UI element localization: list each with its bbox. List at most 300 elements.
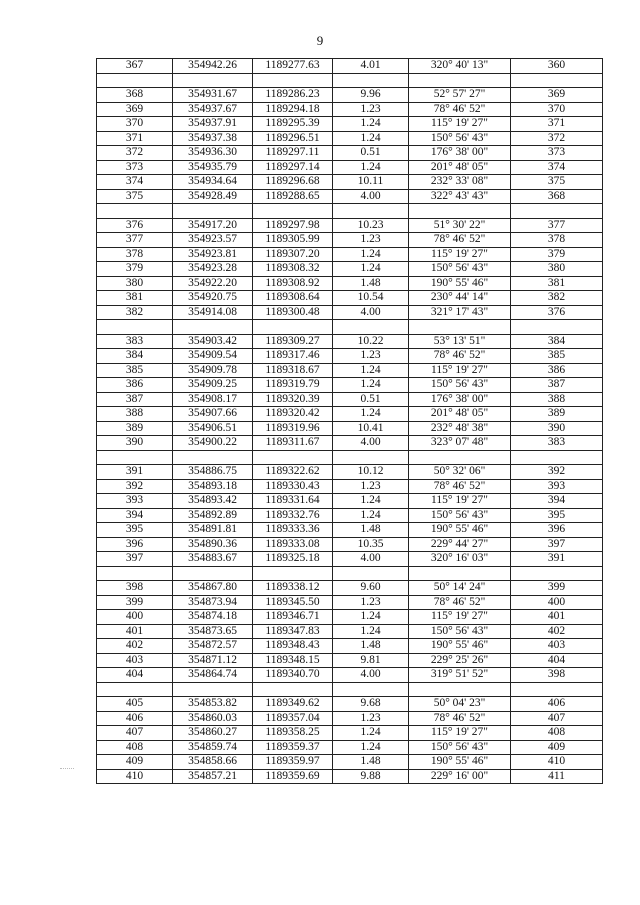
distance-cell: 9.96	[333, 88, 409, 103]
next-point-cell: 385	[511, 349, 603, 364]
x-coordinate-cell: 354909.25	[173, 378, 253, 393]
point-number-cell	[97, 450, 173, 465]
next-point-cell: 369	[511, 88, 603, 103]
point-number-cell: 384	[97, 349, 173, 364]
next-point-cell: 409	[511, 740, 603, 755]
margin-mark	[60, 768, 74, 770]
bearing-cell: 50° 32' 06"	[409, 465, 511, 480]
table-row	[97, 465, 603, 480]
distance-cell: 9.88	[333, 769, 409, 784]
point-number-cell: 371	[97, 131, 173, 146]
distance-cell: 9.60	[333, 581, 409, 596]
x-coordinate-cell	[173, 73, 253, 88]
y-coordinate-cell: 1189296.68	[253, 175, 333, 190]
table-row	[97, 131, 603, 146]
y-coordinate-cell: 1189286.23	[253, 88, 333, 103]
distance-cell: 10.11	[333, 175, 409, 190]
distance-cell: 9.68	[333, 697, 409, 712]
bearing-cell: 51° 30' 22"	[409, 218, 511, 233]
table-row	[97, 595, 603, 610]
point-number-cell: 375	[97, 189, 173, 204]
y-coordinate-cell: 1189307.20	[253, 247, 333, 262]
table-row	[97, 146, 603, 161]
bearing-cell: 190° 55' 46"	[409, 523, 511, 538]
point-number-cell: 373	[97, 160, 173, 175]
distance-cell	[333, 450, 409, 465]
x-coordinate-cell: 354886.75	[173, 465, 253, 480]
bearing-cell	[409, 566, 511, 581]
table-row	[97, 276, 603, 291]
distance-cell: 1.24	[333, 508, 409, 523]
x-coordinate-cell: 354860.27	[173, 726, 253, 741]
bearing-cell: 115° 19' 27"	[409, 494, 511, 509]
bearing-cell: 176° 38' 00"	[409, 146, 511, 161]
y-coordinate-cell: 1189288.65	[253, 189, 333, 204]
next-point-cell: 401	[511, 610, 603, 625]
y-coordinate-cell: 1189320.42	[253, 407, 333, 422]
spacer-row	[97, 204, 603, 219]
bearing-cell: 190° 55' 46"	[409, 276, 511, 291]
table-row	[97, 233, 603, 248]
next-point-cell: 374	[511, 160, 603, 175]
table-row	[97, 160, 603, 175]
bearing-cell: 229° 25' 26"	[409, 653, 511, 668]
table-row	[97, 624, 603, 639]
x-coordinate-cell: 354900.22	[173, 436, 253, 451]
next-point-cell: 411	[511, 769, 603, 784]
bearing-cell: 319° 51' 52"	[409, 668, 511, 683]
x-coordinate-cell: 354917.20	[173, 218, 253, 233]
distance-cell	[333, 320, 409, 335]
distance-cell	[333, 73, 409, 88]
distance-cell: 1.24	[333, 494, 409, 509]
y-coordinate-cell	[253, 566, 333, 581]
y-coordinate-cell: 1189359.97	[253, 755, 333, 770]
y-coordinate-cell: 1189358.25	[253, 726, 333, 741]
x-coordinate-cell: 354906.51	[173, 421, 253, 436]
spacer-row	[97, 320, 603, 335]
point-number-cell: 394	[97, 508, 173, 523]
x-coordinate-cell: 354873.65	[173, 624, 253, 639]
bearing-cell: 78° 46' 52"	[409, 479, 511, 494]
table-row	[97, 552, 603, 567]
next-point-cell: 370	[511, 102, 603, 117]
distance-cell: 4.01	[333, 59, 409, 74]
table-row	[97, 305, 603, 320]
table-row	[97, 175, 603, 190]
point-number-cell: 392	[97, 479, 173, 494]
table-row	[97, 697, 603, 712]
y-coordinate-cell	[253, 204, 333, 219]
next-point-cell	[511, 450, 603, 465]
bearing-cell: 323° 07' 48"	[409, 436, 511, 451]
point-number-cell	[97, 204, 173, 219]
bearing-cell: 190° 55' 46"	[409, 639, 511, 654]
point-number-cell: 395	[97, 523, 173, 538]
table-row	[97, 247, 603, 262]
distance-cell: 1.48	[333, 523, 409, 538]
bearing-cell: 150° 56' 43"	[409, 508, 511, 523]
table-row	[97, 537, 603, 552]
point-number-cell: 387	[97, 392, 173, 407]
next-point-cell: 400	[511, 595, 603, 610]
point-number-cell: 386	[97, 378, 173, 393]
bearing-cell	[409, 450, 511, 465]
y-coordinate-cell: 1189348.15	[253, 653, 333, 668]
y-coordinate-cell	[253, 320, 333, 335]
y-coordinate-cell: 1189346.71	[253, 610, 333, 625]
point-number-cell: 393	[97, 494, 173, 509]
bearing-cell: 229° 44' 27"	[409, 537, 511, 552]
point-number-cell: 376	[97, 218, 173, 233]
next-point-cell: 404	[511, 653, 603, 668]
next-point-cell: 408	[511, 726, 603, 741]
x-coordinate-cell: 354942.26	[173, 59, 253, 74]
x-coordinate-cell: 354922.20	[173, 276, 253, 291]
x-coordinate-cell: 354907.66	[173, 407, 253, 422]
y-coordinate-cell: 1189333.08	[253, 537, 333, 552]
x-coordinate-cell: 354860.03	[173, 711, 253, 726]
point-number-cell: 397	[97, 552, 173, 567]
bearing-cell: 78° 46' 52"	[409, 595, 511, 610]
distance-cell: 1.48	[333, 276, 409, 291]
x-coordinate-cell: 354920.75	[173, 291, 253, 306]
x-coordinate-cell: 354892.89	[173, 508, 253, 523]
next-point-cell: 380	[511, 262, 603, 277]
table-row	[97, 88, 603, 103]
point-number-cell: 368	[97, 88, 173, 103]
next-point-cell: 383	[511, 436, 603, 451]
y-coordinate-cell	[253, 73, 333, 88]
point-number-cell: 408	[97, 740, 173, 755]
y-coordinate-cell: 1189297.14	[253, 160, 333, 175]
bearing-cell: 150° 56' 43"	[409, 624, 511, 639]
bearing-cell: 52° 57' 27"	[409, 88, 511, 103]
table-row	[97, 334, 603, 349]
next-point-cell	[511, 73, 603, 88]
y-coordinate-cell: 1189330.43	[253, 479, 333, 494]
distance-cell: 1.24	[333, 740, 409, 755]
bearing-cell: 78° 46' 52"	[409, 349, 511, 364]
point-number-cell: 388	[97, 407, 173, 422]
y-coordinate-cell: 1189338.12	[253, 581, 333, 596]
distance-cell: 10.23	[333, 218, 409, 233]
point-number-cell: 398	[97, 581, 173, 596]
x-coordinate-cell: 354857.21	[173, 769, 253, 784]
x-coordinate-cell: 354867.80	[173, 581, 253, 596]
point-number-cell: 409	[97, 755, 173, 770]
table-row	[97, 59, 603, 74]
bearing-cell: 115° 19' 27"	[409, 610, 511, 625]
y-coordinate-cell: 1189318.67	[253, 363, 333, 378]
y-coordinate-cell: 1189295.39	[253, 117, 333, 132]
x-coordinate-cell: 354923.28	[173, 262, 253, 277]
x-coordinate-cell: 354923.57	[173, 233, 253, 248]
next-point-cell: 394	[511, 494, 603, 509]
distance-cell: 1.24	[333, 363, 409, 378]
point-number-cell: 374	[97, 175, 173, 190]
point-number-cell: 379	[97, 262, 173, 277]
point-number-cell: 378	[97, 247, 173, 262]
distance-cell: 1.23	[333, 595, 409, 610]
x-coordinate-cell	[173, 682, 253, 697]
bearing-cell: 150° 56' 43"	[409, 131, 511, 146]
table-row	[97, 479, 603, 494]
bearing-cell: 321° 17' 43"	[409, 305, 511, 320]
x-coordinate-cell: 354859.74	[173, 740, 253, 755]
y-coordinate-cell: 1189300.48	[253, 305, 333, 320]
x-coordinate-cell: 354883.67	[173, 552, 253, 567]
point-number-cell: 396	[97, 537, 173, 552]
table-row	[97, 523, 603, 538]
y-coordinate-cell: 1189359.37	[253, 740, 333, 755]
y-coordinate-cell	[253, 682, 333, 697]
x-coordinate-cell: 354853.82	[173, 697, 253, 712]
x-coordinate-cell: 354891.81	[173, 523, 253, 538]
x-coordinate-cell: 354937.38	[173, 131, 253, 146]
bearing-cell: 115° 19' 27"	[409, 247, 511, 262]
next-point-cell: 372	[511, 131, 603, 146]
distance-cell: 10.22	[333, 334, 409, 349]
table-row	[97, 421, 603, 436]
x-coordinate-cell: 354935.79	[173, 160, 253, 175]
point-number-cell: 406	[97, 711, 173, 726]
distance-cell: 1.24	[333, 247, 409, 262]
next-point-cell: 371	[511, 117, 603, 132]
next-point-cell	[511, 566, 603, 581]
y-coordinate-cell: 1189308.64	[253, 291, 333, 306]
bearing-cell: 78° 46' 52"	[409, 233, 511, 248]
distance-cell: 10.12	[333, 465, 409, 480]
x-coordinate-cell	[173, 320, 253, 335]
point-number-cell: 389	[97, 421, 173, 436]
bearing-cell: 115° 19' 27"	[409, 363, 511, 378]
y-coordinate-cell: 1189305.99	[253, 233, 333, 248]
x-coordinate-cell: 354893.18	[173, 479, 253, 494]
table-row	[97, 711, 603, 726]
distance-cell: 1.24	[333, 407, 409, 422]
x-coordinate-cell: 354928.49	[173, 189, 253, 204]
distance-cell: 1.24	[333, 131, 409, 146]
next-point-cell: 398	[511, 668, 603, 683]
table-row	[97, 494, 603, 509]
y-coordinate-cell: 1189294.18	[253, 102, 333, 117]
y-coordinate-cell	[253, 450, 333, 465]
distance-cell: 1.23	[333, 233, 409, 248]
bearing-cell: 190° 55' 46"	[409, 755, 511, 770]
point-number-cell: 382	[97, 305, 173, 320]
point-number-cell: 402	[97, 639, 173, 654]
next-point-cell: 402	[511, 624, 603, 639]
x-coordinate-cell: 354934.64	[173, 175, 253, 190]
y-coordinate-cell: 1189319.79	[253, 378, 333, 393]
distance-cell: 0.51	[333, 146, 409, 161]
table-row	[97, 769, 603, 784]
next-point-cell: 410	[511, 755, 603, 770]
distance-cell: 10.41	[333, 421, 409, 436]
point-number-cell: 380	[97, 276, 173, 291]
table-row	[97, 740, 603, 755]
y-coordinate-cell: 1189297.11	[253, 146, 333, 161]
bearing-cell: 201° 48' 05"	[409, 407, 511, 422]
y-coordinate-cell: 1189297.98	[253, 218, 333, 233]
y-coordinate-cell: 1189320.39	[253, 392, 333, 407]
spacer-row	[97, 682, 603, 697]
y-coordinate-cell: 1189332.76	[253, 508, 333, 523]
bearing-cell: 115° 19' 27"	[409, 726, 511, 741]
next-point-cell: 393	[511, 479, 603, 494]
next-point-cell: 368	[511, 189, 603, 204]
point-number-cell: 377	[97, 233, 173, 248]
point-number-cell: 390	[97, 436, 173, 451]
table-row	[97, 218, 603, 233]
point-number-cell: 405	[97, 697, 173, 712]
point-number-cell: 407	[97, 726, 173, 741]
y-coordinate-cell: 1189311.67	[253, 436, 333, 451]
table-row	[97, 610, 603, 625]
distance-cell	[333, 204, 409, 219]
point-number-cell: 399	[97, 595, 173, 610]
next-point-cell: 376	[511, 305, 603, 320]
y-coordinate-cell: 1189277.63	[253, 59, 333, 74]
x-coordinate-cell: 354923.81	[173, 247, 253, 262]
x-coordinate-cell: 354872.57	[173, 639, 253, 654]
distance-cell: 9.81	[333, 653, 409, 668]
next-point-cell	[511, 682, 603, 697]
next-point-cell: 407	[511, 711, 603, 726]
y-coordinate-cell: 1189347.83	[253, 624, 333, 639]
x-coordinate-cell: 354937.67	[173, 102, 253, 117]
point-number-cell: 369	[97, 102, 173, 117]
table-row	[97, 581, 603, 596]
table-row	[97, 262, 603, 277]
bearing-cell: 229° 16' 00"	[409, 769, 511, 784]
distance-cell: 4.00	[333, 305, 409, 320]
bearing-cell: 232° 33' 08"	[409, 175, 511, 190]
bearing-cell	[409, 204, 511, 219]
distance-cell: 1.24	[333, 160, 409, 175]
distance-cell: 4.00	[333, 189, 409, 204]
distance-cell: 1.23	[333, 479, 409, 494]
coordinates-table	[96, 58, 603, 784]
next-point-cell	[511, 204, 603, 219]
point-number-cell: 404	[97, 668, 173, 683]
next-point-cell: 392	[511, 465, 603, 480]
table-row	[97, 117, 603, 132]
distance-cell: 1.24	[333, 378, 409, 393]
point-number-cell	[97, 320, 173, 335]
point-number-cell: 391	[97, 465, 173, 480]
point-number-cell: 400	[97, 610, 173, 625]
distance-cell: 1.23	[333, 102, 409, 117]
bearing-cell: 320° 16' 03"	[409, 552, 511, 567]
point-number-cell: 370	[97, 117, 173, 132]
next-point-cell: 391	[511, 552, 603, 567]
x-coordinate-cell: 354937.91	[173, 117, 253, 132]
next-point-cell: 382	[511, 291, 603, 306]
x-coordinate-cell: 354858.66	[173, 755, 253, 770]
point-number-cell: 410	[97, 769, 173, 784]
next-point-cell: 387	[511, 378, 603, 393]
point-number-cell: 401	[97, 624, 173, 639]
x-coordinate-cell: 354890.36	[173, 537, 253, 552]
bearing-cell	[409, 73, 511, 88]
next-point-cell	[511, 320, 603, 335]
bearing-cell	[409, 320, 511, 335]
distance-cell: 4.00	[333, 552, 409, 567]
page-number: 9	[316, 33, 324, 48]
bearing-cell: 230° 44' 14"	[409, 291, 511, 306]
y-coordinate-cell: 1189322.62	[253, 465, 333, 480]
x-coordinate-cell	[173, 204, 253, 219]
bearing-cell: 201° 48' 05"	[409, 160, 511, 175]
distance-cell: 1.24	[333, 624, 409, 639]
y-coordinate-cell: 1189309.27	[253, 334, 333, 349]
point-number-cell: 385	[97, 363, 173, 378]
bearing-cell: 50° 04' 23"	[409, 697, 511, 712]
x-coordinate-cell: 354893.42	[173, 494, 253, 509]
bearing-cell: 115° 19' 27"	[409, 117, 511, 132]
next-point-cell: 375	[511, 175, 603, 190]
bearing-cell: 78° 46' 52"	[409, 102, 511, 117]
next-point-cell: 399	[511, 581, 603, 596]
table-row	[97, 407, 603, 422]
point-number-cell: 367	[97, 59, 173, 74]
y-coordinate-cell: 1189308.92	[253, 276, 333, 291]
next-point-cell: 397	[511, 537, 603, 552]
point-number-cell	[97, 682, 173, 697]
coordinates-table-body	[97, 59, 603, 784]
distance-cell: 1.48	[333, 755, 409, 770]
x-coordinate-cell: 354874.18	[173, 610, 253, 625]
bearing-cell: 150° 56' 43"	[409, 262, 511, 277]
y-coordinate-cell: 1189317.46	[253, 349, 333, 364]
y-coordinate-cell: 1189331.64	[253, 494, 333, 509]
y-coordinate-cell: 1189308.32	[253, 262, 333, 277]
bearing-cell	[409, 682, 511, 697]
point-number-cell: 381	[97, 291, 173, 306]
y-coordinate-cell: 1189325.18	[253, 552, 333, 567]
next-point-cell: 373	[511, 146, 603, 161]
distance-cell: 0.51	[333, 392, 409, 407]
y-coordinate-cell: 1189319.96	[253, 421, 333, 436]
distance-cell: 10.54	[333, 291, 409, 306]
bearing-cell: 53° 13' 51"	[409, 334, 511, 349]
x-coordinate-cell: 354903.42	[173, 334, 253, 349]
x-coordinate-cell: 354873.94	[173, 595, 253, 610]
bearing-cell: 150° 56' 43"	[409, 378, 511, 393]
y-coordinate-cell: 1189345.50	[253, 595, 333, 610]
table-row	[97, 102, 603, 117]
next-point-cell: 389	[511, 407, 603, 422]
x-coordinate-cell: 354909.78	[173, 363, 253, 378]
bearing-cell: 322° 43' 43"	[409, 189, 511, 204]
table-row	[97, 653, 603, 668]
distance-cell	[333, 682, 409, 697]
next-point-cell: 406	[511, 697, 603, 712]
bearing-cell: 320° 40' 13"	[409, 59, 511, 74]
table-row	[97, 755, 603, 770]
point-number-cell: 403	[97, 653, 173, 668]
y-coordinate-cell: 1189340.70	[253, 668, 333, 683]
next-point-cell: 377	[511, 218, 603, 233]
y-coordinate-cell: 1189357.04	[253, 711, 333, 726]
point-number-cell	[97, 566, 173, 581]
spacer-row	[97, 73, 603, 88]
table-row	[97, 508, 603, 523]
next-point-cell: 403	[511, 639, 603, 654]
distance-cell: 1.24	[333, 262, 409, 277]
